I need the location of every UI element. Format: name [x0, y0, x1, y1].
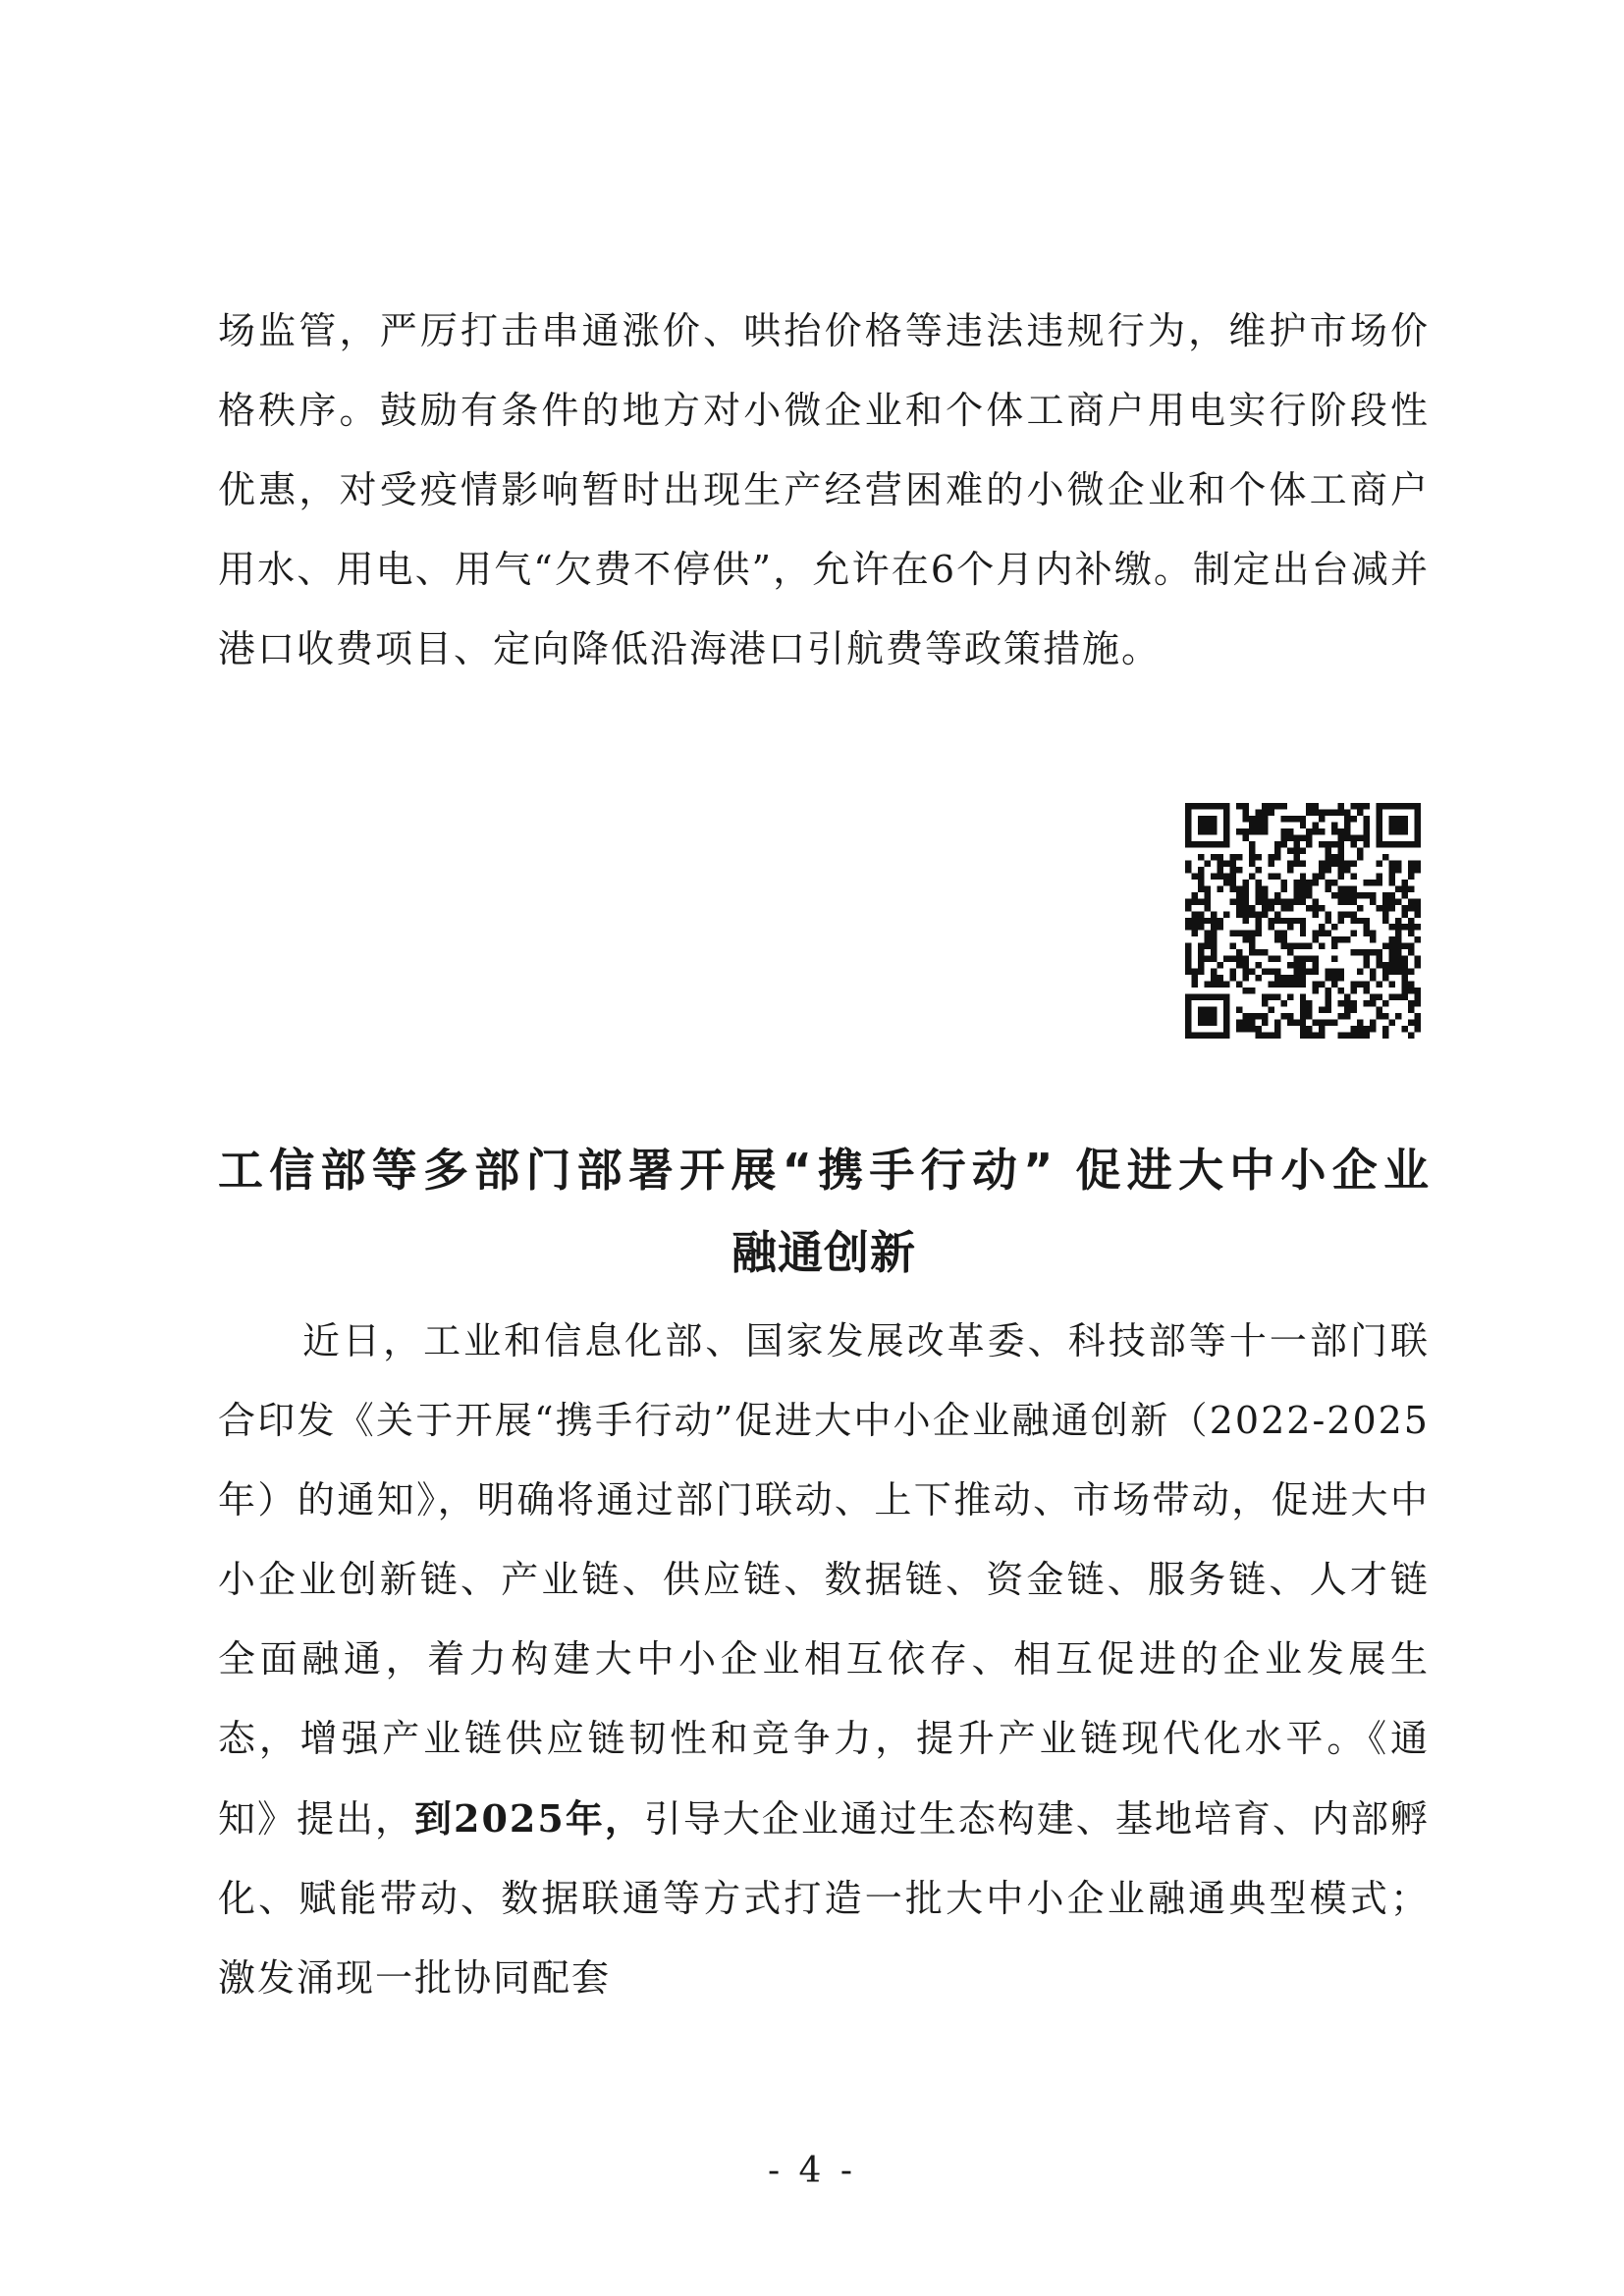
qr-code-icon — [1185, 803, 1421, 1039]
heading-line-1: 工信部等多部门部署开展“携手行动” 促进大中小企业 — [218, 1144, 1430, 1197]
paragraph-action-notice — [218, 1302, 1430, 2018]
paragraph-bold-year: 到2025年， — [414, 1796, 644, 1841]
paragraph-text-after: 引导大企业通过生态构建、基地培育、内部孵化、赋能带动、数据联通等方式打造一批大中小企业融通典型模式；激发涌现一批协同配套 — [218, 1797, 1430, 2000]
heading-line-2: 融通创新 — [731, 1226, 916, 1279]
paragraph-market-regulation: 场监管，严厉打击串通涨价、哄抬价格等违法违规行为，维护市场价格秩序。鼓励有条件的地方对小微企业和个体工商户用电实行阶段性优惠，对受疫情影响暂时出现生产经营困难的小微企业和个体工商户用水、用电、用气“欠费不停供”，允许在6个月内补缴。制定出台减并港口收费项目、定向降低沿海港口引航费等政策措施。 — [218, 309, 1430, 670]
article-heading — [218, 1129, 1430, 1294]
page-number: - 4 - — [767, 2151, 857, 2191]
paragraph-text-before: 近日，工业和信息化部、国家发展改革委、科技部等十一部门联合印发《关于开展“携手行动”促进大中小企业融通创新（2022-2025年）的通知》，明确将通过部门联动、上下推动、市场带动，促进大中小企业创新链、产业链、供应链、数据链、资金链、服务链、人才链全面融通，着力构建大中小企业相互依存、相互促进的企业发展生态，增强产业链供应链韧性和竞争力，提升产业链现代化水平。《通知》提出， — [218, 1319, 1430, 1841]
